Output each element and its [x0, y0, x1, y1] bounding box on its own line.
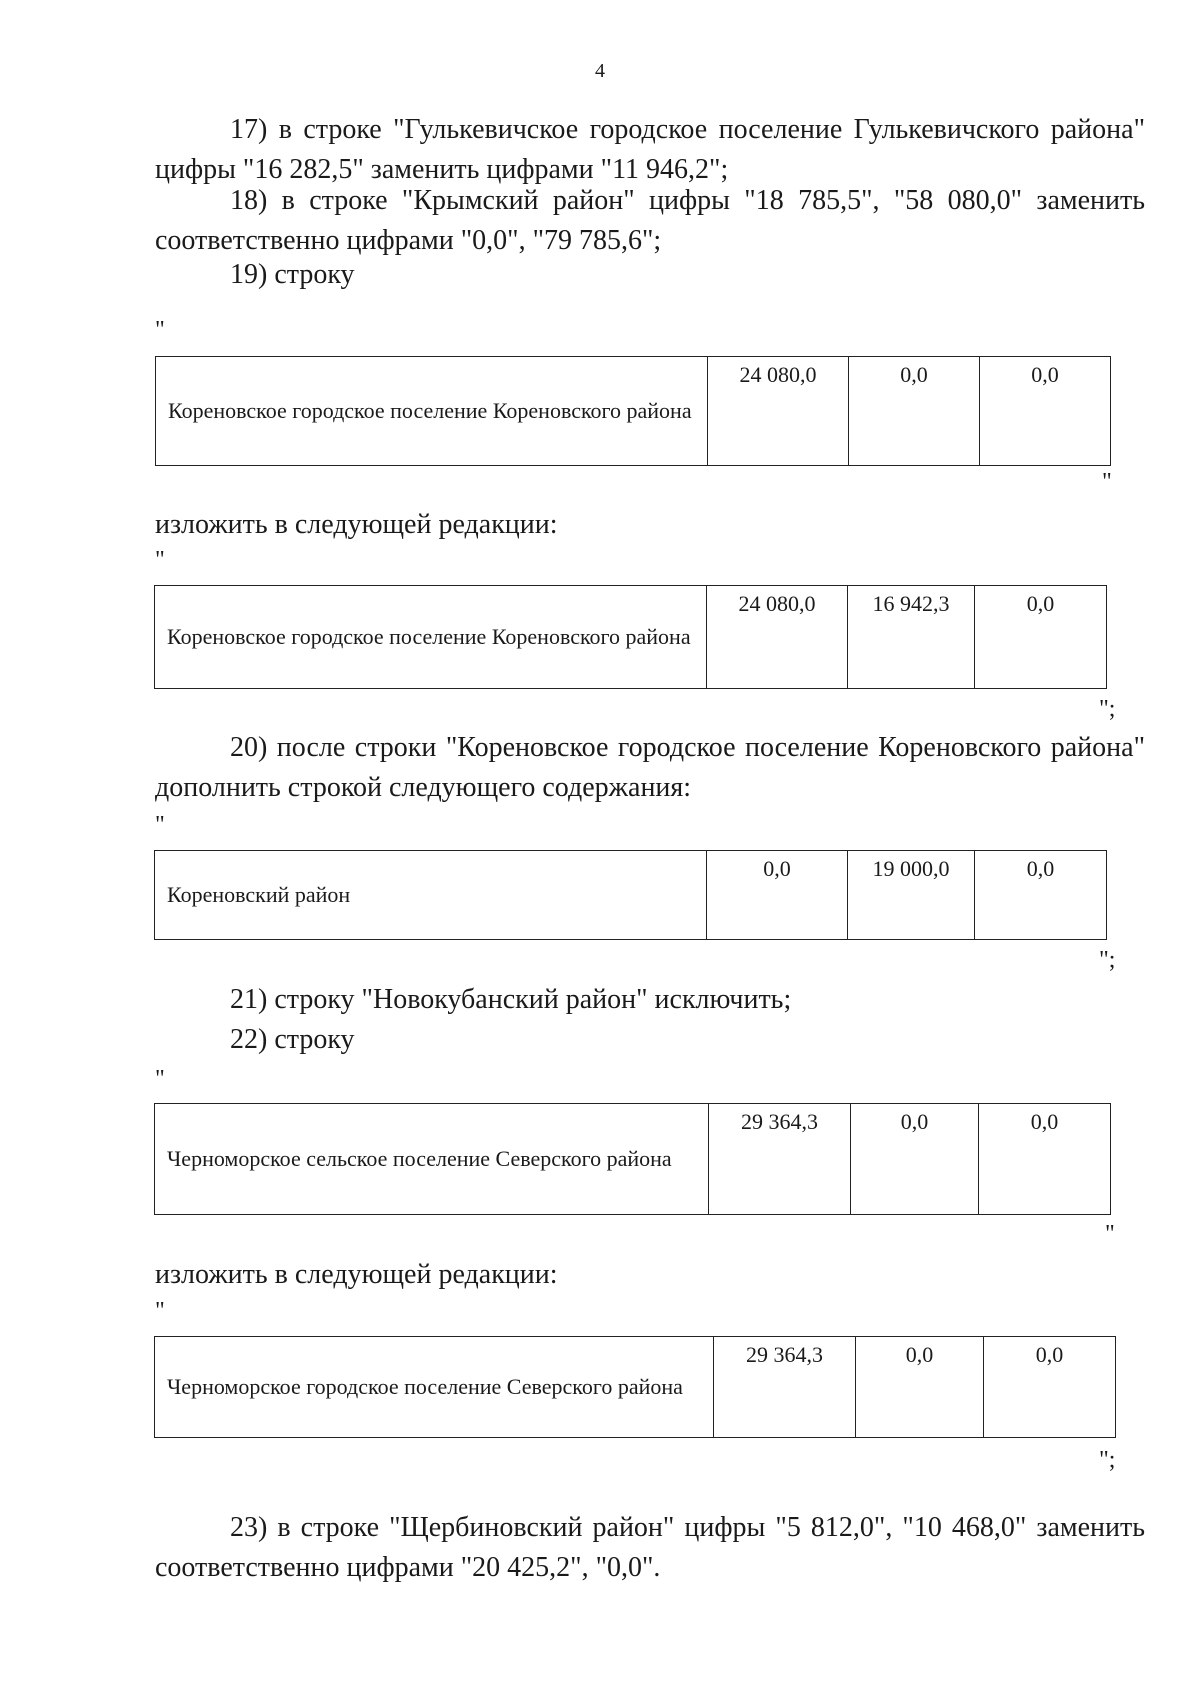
quote-close: " [1102, 469, 1112, 495]
item-17: 17) в строке "Гулькевичское городское поселение Гулькевичского района" цифры "16 282,5" заменить цифрами "11 946,2"; [155, 114, 1145, 185]
table-cell-value: 0,0 [975, 586, 1107, 689]
table-22-old [154, 1103, 1111, 1215]
table-cell-value: 0,0 [851, 1104, 979, 1215]
table-cell-value: 19 000,0 [848, 851, 975, 940]
redaction-phrase: изложить в следующей редакции: [155, 509, 558, 540]
table-cell-value: 0,0 [707, 851, 848, 940]
table-cell-value: 0,0 [984, 1337, 1116, 1438]
table-cell-value: 0,0 [856, 1337, 984, 1438]
quote-close-semicolon: "; [1099, 696, 1116, 722]
quote-open: " [155, 1298, 165, 1324]
quote-open: " [155, 812, 165, 838]
table-cell-name: Кореновское городское поселение Кореновского района [156, 357, 708, 466]
table-cell-value: 24 080,0 [708, 357, 849, 466]
table-cell-value: 29 364,3 [709, 1104, 851, 1215]
quote-open: " [155, 1066, 165, 1092]
quote-open: " [155, 547, 165, 573]
table-22-new [154, 1336, 1116, 1438]
quote-close-semicolon: "; [1099, 947, 1116, 973]
table-cell-value: 24 080,0 [707, 586, 848, 689]
item-22: 22) строку [230, 1024, 355, 1055]
table-20 [154, 850, 1107, 940]
item-18: 18) в строке "Крымский район" цифры "18 785,5", "58 080,0" заменить соответственно цифрами "0,0", "79 785,6"; [155, 185, 1145, 256]
table-cell-value: 0,0 [980, 357, 1111, 466]
page-number: 4 [595, 60, 605, 82]
table-cell-name: Кореновский район [155, 851, 707, 940]
table-cell-name: Кореновское городское поселение Кореновского района [155, 586, 707, 689]
redaction-phrase: изложить в следующей редакции: [155, 1259, 558, 1290]
table-cell-value: 0,0 [849, 357, 980, 466]
table-cell-name: Черноморское сельское поселение Северского района [155, 1104, 709, 1215]
table-cell-name: Черноморское городское поселение Северского района [155, 1337, 714, 1438]
item-20: 20) после строки "Кореновское городское поселение Кореновского района" дополнить строкой следующего содержания: [155, 732, 1145, 803]
table-19-new [154, 585, 1107, 689]
quote-open: " [155, 317, 165, 343]
table-19-old [155, 356, 1111, 466]
item-19: 19) строку [230, 259, 355, 290]
quote-close: " [1105, 1221, 1115, 1247]
table-cell-value: 29 364,3 [714, 1337, 856, 1438]
item-21: 21) строку "Новокубанский район" исключить; [230, 984, 792, 1015]
item-23: 23) в строке "Щербиновский район" цифры "5 812,0", "10 468,0" заменить соответственно цифрами "20 425,2", "0,0". [155, 1512, 1145, 1583]
table-cell-value: 16 942,3 [848, 586, 975, 689]
quote-close-semicolon: "; [1099, 1447, 1116, 1473]
table-cell-value: 0,0 [979, 1104, 1111, 1215]
table-cell-value: 0,0 [975, 851, 1107, 940]
